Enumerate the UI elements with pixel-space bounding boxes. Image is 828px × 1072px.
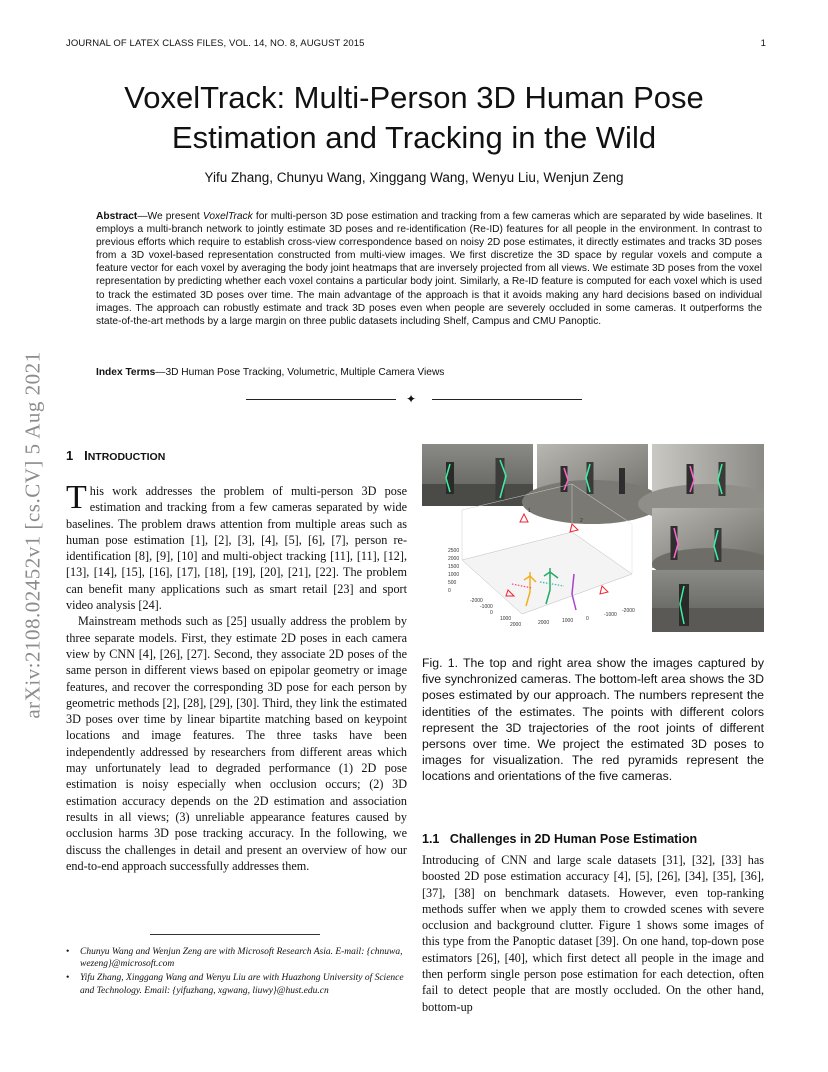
drop-cap: T	[66, 479, 87, 516]
abstract-text: for multi-person 3D pose estimation and tracking from a few cameras which are separated by wide baselines. It employs a multi-branch network to jointly estimate 3D poses and re-identification (Re-ID) features for all people in the environment. In contrast to previous efforts which require to establish cross-view correspondence based on noisy 2D pose estimates, it directly estimates and tracks 3D poses from a 3D voxel-based representation constructed from multi-view images. We first discretize the 3D space by regular voxels and compute a feature vector for each voxel by averaging the body joint heatmaps that are inversely projected from all views. We estimate 3D poses from the voxel representation by predicting whether each voxel contains a particular body joint. Similarly, a Re-ID feature is computed for each voxel which is used to track the estimated 3D poses over time. The main advantage of the approach is that it avoids making any hard decisions based on individual images. The approach can robustly estimate and track 3D poses even when people are severely occluded in some cameras. It outperforms the state-of-the-art methods by a large margin on three public datasets including Shelf, Campus and CMU Panoptic.	[96, 211, 762, 327]
running-header	[66, 38, 766, 49]
intro-paragraph-2: Mainstream methods such as [25] usually address the problem by three separate models. First, they estimate 2D poses in each camera view by CNN [4], [26], [27]. Second, they associate 2D poses of the same person in different views based on epipolar geometry or image features, and recover the corresponding 3D pose for each person by geometric methods [2], [28], [29], [30]. Third, they link the estimated 3D poses over time by linear bipartite matching based on keypoint locations and image features. The three tasks have been independently addressed by researchers from different areas which may unfortunately lead to degraded performance (1) 2D pose estimation is noisy especially when occlusion occurs; (2) 3D estimation accuracy depends on the 2D estimation and association results in all views; (3) unreliable appearance features caused by occlusion harms 3D pose tracking accuracy. In the following, we discuss the challenges in detail and present an overview of how our end-to-end approach successfully addresses them.	[66, 614, 407, 873]
z-tick: 1000	[448, 572, 460, 578]
section-title-rest: NTRODUCTION	[87, 451, 166, 463]
figure-caption: Fig. 1. The top and right area show the images captured by five synchronized cameras. The bottom-left area shows the 3D poses estimated by our approach. The numbers represent the identities of the estimates. The points with different colors represent the 3D trajectories of the root joints of different persons over time. We project the estimated 3D poses to images for visualization. The red pyramids represent the locations and orientations of the five cameras.	[422, 656, 764, 784]
z-tick: 2000	[448, 556, 460, 562]
arxiv-stamp	[8, 300, 58, 770]
divider-left-rule	[246, 399, 396, 400]
page-number: 1	[760, 38, 766, 49]
x-tick: 1000	[500, 616, 512, 622]
footnote-2: • Yifu Zhang, Xinggang Wang and Wenyu Liu are with Huazhong University of Science and Technology. Email: {yifuzhang, xgwang, liuwy}@hust.edu.cn	[66, 972, 407, 996]
abstract-label: Abstract	[96, 211, 138, 222]
footnote-1: • Chunyu Wang and Wenjun Zeng are with Microsoft Research Asia. E-mail: {chnuwa, wezeng}@microsoft.com	[66, 946, 407, 970]
arxiv-id: arXiv:2108.02452v1 [cs.CV] 5 Aug 2021	[20, 351, 45, 719]
section-number: 1	[66, 448, 74, 463]
index-terms-text: —3D Human Pose Tracking, Volumetric, Multiple Camera Views	[155, 367, 445, 378]
subsection-heading	[422, 832, 697, 846]
figure-1-graphic	[422, 444, 764, 632]
journal-header: JOURNAL OF LATEX CLASS FILES, VOL. 14, NO. 8, AUGUST 2015	[66, 38, 365, 49]
index-terms	[96, 367, 762, 378]
z-tick: 0	[448, 588, 451, 594]
paper-title	[66, 78, 762, 158]
method-name: VoxelTrack	[202, 211, 253, 222]
y-tick: -1000	[604, 612, 617, 618]
y-tick: 1000	[562, 618, 574, 624]
camera-pyramid-icon	[520, 514, 528, 522]
id-label: 2	[580, 518, 583, 524]
camera-pyramid-icon	[570, 524, 578, 532]
challenges-paragraph: Introducing of CNN and large scale datasets [31], [32], [33] has boosted 2D pose estimation accuracy [4], [5], [26], [34], [35], [36], [37], [38] on benchmark datasets. However, even top-ranking methods suffer when we apply them to crowded scenes with severe occlusion and background clutter. Figure 1 shows some images of this type from the Panoptic dataset [39]. On one hand, top-down pose estimators [26], [40], which first detect all people in the image and then perform single person pose estimation for each detection, often fail to detect people that are mostly occluded. On the other hand, bottom-up	[422, 853, 764, 1014]
abstract	[96, 210, 762, 328]
camera-view-4	[652, 508, 764, 580]
subsection-title: Challenges in 2D Human Pose Estimation	[449, 832, 698, 846]
section-title-first: I	[84, 448, 88, 463]
z-tick: 1500	[448, 564, 460, 570]
intro-p1-text: his work addresses the problem of multi-person 3D pose estimation and tracking from a few cameras separated by wide baselines. The problem draws attention from multiple areas such as human pose estimation [1], [2], [3], [4], [5], [6], [7], person re-identification [8], [9], [10] and multi-object tracking [11], [11], [12], [13], [14], [15], [16], [17], [18], [19], [20], [21], [22]. The problem can benefit many applications such as smart retail [23] and sport video analysis [24].	[66, 484, 407, 613]
divider-right-rule	[432, 399, 582, 400]
y-tick: -2000	[622, 608, 635, 614]
camera-view-1	[422, 444, 533, 506]
camera-pyramid-icon	[600, 586, 608, 594]
authors: Yifu Zhang, Chunyu Wang, Xinggang Wang, Wenyu Liu, Wenjun Zeng	[204, 170, 624, 185]
z-tick: 2500	[448, 548, 460, 554]
camera-view-5	[652, 570, 764, 632]
footnote-rule	[150, 934, 320, 935]
y-tick: 2000	[538, 620, 550, 626]
y-tick: 0	[586, 616, 589, 622]
diamond-icon: ✦	[406, 392, 417, 406]
intro-column	[66, 479, 407, 874]
index-terms-label: Index Terms	[96, 367, 156, 378]
intro-paragraph-1	[66, 479, 407, 613]
title-line-2: Estimation and Tracking in the Wild	[171, 120, 657, 155]
camera-view-2	[522, 444, 662, 524]
abstract-pre: —We present	[137, 211, 203, 222]
z-tick: 500	[448, 580, 457, 586]
x-tick: 0	[490, 610, 493, 616]
figure-1	[422, 444, 764, 632]
section-divider	[246, 394, 582, 406]
id-label: 1	[528, 508, 531, 514]
subsection-number: 1.1	[422, 832, 440, 846]
x-tick: -1000	[480, 604, 493, 610]
section-heading	[66, 448, 165, 463]
title-line-1: VoxelTrack: Multi-Person 3D Human Pose	[124, 80, 704, 115]
x-tick: 2000	[510, 622, 522, 628]
footnotes	[66, 946, 407, 999]
x-tick: -2000	[470, 598, 483, 604]
